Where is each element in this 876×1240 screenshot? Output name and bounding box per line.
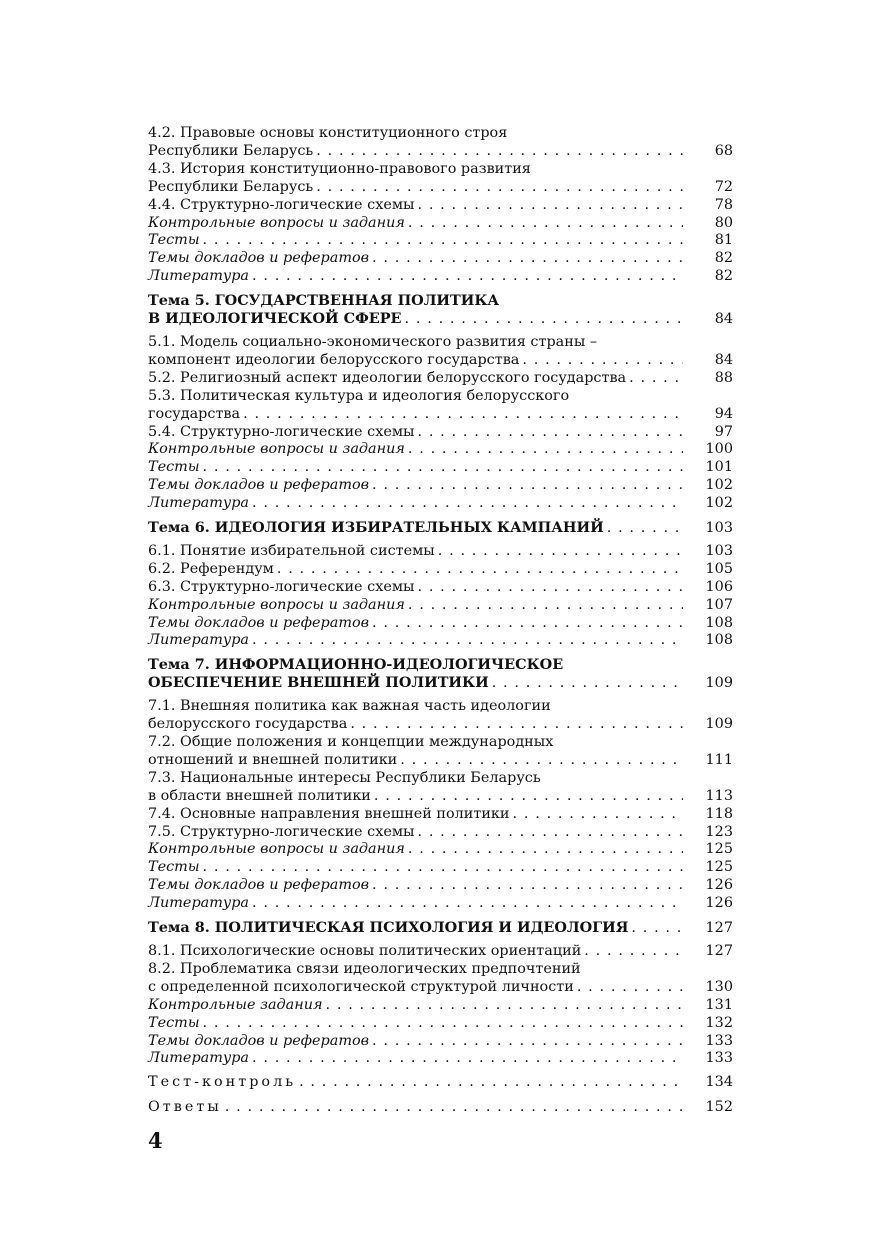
dot-leader — [316, 143, 683, 161]
toc-entry — [148, 161, 733, 197]
dot-leader — [203, 232, 683, 250]
toc-section-heading — [148, 292, 733, 329]
toc-entry-title: Литература — [148, 495, 250, 512]
toc-page-number: 107 — [705, 596, 733, 613]
toc-entry — [148, 388, 733, 424]
toc-entry — [148, 1074, 733, 1092]
dot-leader — [252, 1050, 683, 1068]
dot-leader — [438, 543, 683, 561]
toc-page-number: 130 — [705, 978, 733, 995]
toc-page-number: 133 — [705, 1050, 733, 1067]
toc-entry-title: 7.5. Структурно-логические схемы — [148, 823, 415, 840]
toc-entry-text-line: 8.2. Проблематика связи идеологических предпочтений — [148, 960, 581, 977]
toc-entry-title: 5.4. Структурно-логические схемы — [148, 423, 415, 440]
toc-entry — [148, 495, 733, 513]
toc-entry-title: Тесты — [148, 232, 200, 249]
toc-entry-title: отношений и внешней политики — [148, 751, 398, 768]
toc-page-number: 126 — [705, 895, 733, 912]
toc-entry — [148, 698, 733, 734]
toc-entry-title: Контрольные задания — [148, 996, 323, 1013]
toc-page-number: 88 — [714, 369, 733, 386]
toc-entry-title: 6.3. Структурно-логические схемы — [148, 578, 415, 595]
dot-leader — [225, 1099, 683, 1117]
toc-entry-text-line: Тема 7. ИНФОРМАЦИОННО-ИДЕОЛОГИЧЕСКОЕ — [148, 656, 564, 674]
toc-entry-text-line: 7.2. Общие положения и концепции международных — [148, 734, 554, 750]
dot-leader — [350, 716, 683, 734]
toc-page-number: 80 — [714, 214, 733, 231]
toc-page-number: 82 — [714, 268, 733, 285]
toc-page-number: 81 — [714, 232, 733, 249]
toc-page-number: 101 — [705, 459, 733, 476]
dot-leader — [277, 561, 683, 579]
dot-leader — [584, 943, 683, 961]
toc-entry-title: Ответы — [148, 1099, 222, 1116]
toc-entry — [148, 943, 733, 961]
dot-leader — [372, 1033, 683, 1051]
toc-entry — [148, 268, 733, 286]
toc-page-number: 125 — [705, 841, 733, 858]
dot-leader — [417, 424, 683, 442]
dot-leader — [417, 579, 683, 597]
toc-entry — [148, 859, 733, 877]
toc-entry — [148, 877, 733, 895]
toc-page-number: 109 — [705, 716, 733, 733]
toc-page-number: 134 — [705, 1074, 733, 1091]
toc-page-number: 125 — [705, 859, 733, 876]
toc-page-number: 113 — [705, 787, 733, 804]
dot-leader — [408, 441, 683, 459]
toc-entry-title: Контрольные вопросы и задания — [148, 596, 405, 613]
toc-page-number: 132 — [705, 1014, 733, 1031]
toc-entry-title: В ИДЕОЛОГИЧЕСКОЙ СФЕРЕ — [148, 310, 402, 328]
toc-entry — [148, 895, 733, 913]
toc-entry — [148, 1050, 733, 1068]
toc-entry-title: белорусского государства — [148, 716, 348, 733]
toc-page-number: 123 — [705, 823, 733, 840]
dot-leader — [417, 824, 683, 842]
toc-page-number: 94 — [714, 405, 733, 422]
toc-entry — [148, 125, 733, 161]
toc-page-number: 108 — [705, 614, 733, 631]
toc-entry-text-line: 4.2. Правовые основы конституционного строя — [148, 125, 508, 141]
toc-entry — [148, 579, 733, 597]
dot-leader — [408, 597, 683, 615]
dot-leader — [631, 920, 683, 938]
dot-leader — [372, 877, 683, 895]
toc-entry-title: Литература — [148, 895, 250, 912]
toc-entry — [148, 215, 733, 233]
toc-page-number: 126 — [705, 877, 733, 894]
toc-entry — [148, 841, 733, 859]
dot-leader — [522, 352, 683, 370]
toc-entry — [148, 424, 733, 442]
toc-entry-title: в области внешней политики — [148, 787, 371, 804]
toc-page-number: 103 — [705, 542, 733, 559]
dot-leader — [203, 1015, 683, 1033]
page-number: 4 — [148, 1128, 163, 1153]
toc-entry — [148, 370, 733, 388]
toc-entry — [148, 597, 733, 615]
dot-leader — [577, 979, 683, 997]
dot-leader — [408, 841, 683, 859]
toc-section-heading — [148, 656, 733, 693]
dot-leader — [252, 495, 683, 513]
toc-page-number: 102 — [705, 495, 733, 512]
toc-page-number: 127 — [705, 942, 733, 959]
toc-page-number: 68 — [714, 142, 733, 159]
dot-leader — [405, 311, 683, 329]
dot-leader — [400, 752, 683, 770]
toc-page-number: 106 — [705, 578, 733, 595]
toc-entry-title: Темы докладов и рефератов — [148, 877, 370, 894]
toc-entry-title: Темы докладов и рефератов — [148, 614, 370, 631]
toc-entry-title: компонент идеологии белорусского государства — [148, 351, 520, 368]
dot-leader — [326, 997, 684, 1015]
toc-entry-text-line: 5.1. Модель социально-экономического развития страны – — [148, 333, 598, 350]
toc-entry-title: 4.4. Структурно-логические схемы — [148, 196, 415, 213]
toc-entry — [148, 441, 733, 459]
dot-leader — [243, 406, 683, 424]
toc-entry — [148, 1015, 733, 1033]
toc-entry — [148, 459, 733, 477]
toc-page-number: 82 — [714, 250, 733, 267]
dot-leader — [316, 179, 683, 197]
toc-page-number: 108 — [705, 632, 733, 649]
toc-page-number: 97 — [714, 423, 733, 440]
toc-entry — [148, 632, 733, 650]
toc-entry — [148, 806, 733, 824]
toc-entry-title: Тест-контроль — [148, 1074, 297, 1091]
dot-leader — [374, 788, 683, 806]
toc-page-number: 133 — [705, 1032, 733, 1049]
toc-entry-title: Контрольные вопросы и задания — [148, 841, 405, 858]
toc-section-heading — [148, 519, 733, 538]
toc-entry-title: Тесты — [148, 1014, 200, 1031]
toc-entry-title: Литература — [148, 268, 250, 285]
toc-entry-title: 5.2. Религиозный аспект идеологии белорусского государства — [148, 369, 627, 386]
toc-page-number: 127 — [705, 920, 733, 937]
toc-entry — [148, 615, 733, 633]
dot-leader — [252, 268, 683, 286]
toc-entry-title: 6.1. Понятие избирательной системы — [148, 542, 435, 559]
dot-leader — [203, 859, 683, 877]
toc-entry — [148, 334, 733, 370]
toc-page-number: 109 — [705, 675, 733, 692]
toc-page-number: 84 — [714, 351, 733, 368]
dot-leader — [372, 477, 683, 495]
toc-entry-title: ОБЕСПЕЧЕНИЕ ВНЕШНЕЙ ПОЛИТИКИ — [148, 674, 489, 692]
toc-entry-text-line: 4.3. История конституционно-правового развития — [148, 160, 531, 177]
toc-entry-title: Тема 8. ПОЛИТИЧЕСКАЯ ПСИХОЛОГИЯ И ИДЕОЛОГИЯ — [148, 919, 629, 937]
toc-page-number: 78 — [714, 196, 733, 213]
toc-page-number: 152 — [705, 1099, 733, 1116]
toc-entry — [148, 1033, 733, 1051]
dot-leader — [492, 675, 683, 693]
dot-leader — [252, 632, 683, 650]
toc-entry-title: Литература — [148, 1050, 250, 1067]
dot-leader — [299, 1074, 683, 1092]
dot-leader — [252, 895, 683, 913]
toc-entry-title: 7.4. Основные направления внешней политики — [148, 805, 510, 822]
dot-leader — [629, 370, 683, 388]
toc-entry-title: Тесты — [148, 459, 200, 476]
toc-entry-title: Контрольные вопросы и задания — [148, 214, 405, 231]
toc-entry — [148, 1099, 733, 1117]
toc-entry — [148, 961, 733, 997]
toc-page-number: 72 — [714, 178, 733, 195]
toc-entry — [148, 250, 733, 268]
toc-entry-text-line: 7.3. Национальные интересы Республики Беларусь — [148, 769, 541, 786]
toc-page-number: 100 — [705, 441, 733, 458]
toc-entry-text-line: 7.1. Внешняя политика как важная часть идеологии — [148, 698, 551, 715]
toc-entry-title: Темы докладов и рефератов — [148, 477, 370, 494]
dot-leader — [408, 215, 683, 233]
toc-page-number: 131 — [705, 996, 733, 1013]
toc-entry-text-line: Тема 5. ГОСУДАРСТВЕННАЯ ПОЛИТИКА — [148, 292, 500, 310]
table-of-contents — [148, 125, 733, 1117]
toc-entry — [148, 770, 733, 806]
toc-page-number: 118 — [705, 805, 733, 822]
toc-entry — [148, 197, 733, 215]
dot-leader — [372, 615, 683, 633]
dot-leader — [417, 197, 683, 215]
toc-entry — [148, 543, 733, 561]
toc-page-number: 111 — [705, 751, 733, 768]
toc-entry-title: государства — [148, 405, 241, 422]
toc-section-heading — [148, 919, 733, 938]
toc-entry-title: Тесты — [148, 859, 200, 876]
toc-page-number: 103 — [705, 520, 733, 537]
toc-page-number: 105 — [705, 560, 733, 577]
dot-leader — [203, 459, 683, 477]
toc-entry — [148, 477, 733, 495]
toc-entry-title: Республики Беларусь — [148, 178, 314, 195]
toc-entry-title: 6.2. Референдум — [148, 560, 274, 577]
toc-entry-title: Темы докладов и рефератов — [148, 1032, 370, 1049]
toc-entry-text-line: 5.3. Политическая культура и идеология белорусского — [148, 387, 570, 404]
toc-page-number: 102 — [705, 477, 733, 494]
toc-entry-title: Литература — [148, 632, 250, 649]
toc-entry — [148, 824, 733, 842]
toc-entry-title: Темы докладов и рефератов — [148, 250, 370, 267]
toc-entry — [148, 561, 733, 579]
toc-entry-title: 8.1. Психологические основы политических ориентаций — [148, 942, 582, 959]
toc-entry — [148, 734, 733, 770]
toc-entry-title: Республики Беларусь — [148, 142, 314, 159]
toc-entry — [148, 997, 733, 1015]
dot-leader — [513, 806, 683, 824]
dot-leader — [372, 250, 683, 268]
toc-entry-title: Контрольные вопросы и задания — [148, 441, 405, 458]
toc-page-number: 84 — [714, 311, 733, 328]
toc-entry-title: с определенной психологической структурой личности — [148, 978, 574, 995]
toc-entry-title: Тема 6. ИДЕОЛОГИЯ ИЗБИРАТЕЛЬНЫХ КАМПАНИЙ — [148, 519, 604, 537]
toc-entry — [148, 232, 733, 250]
dot-leader — [607, 520, 683, 538]
